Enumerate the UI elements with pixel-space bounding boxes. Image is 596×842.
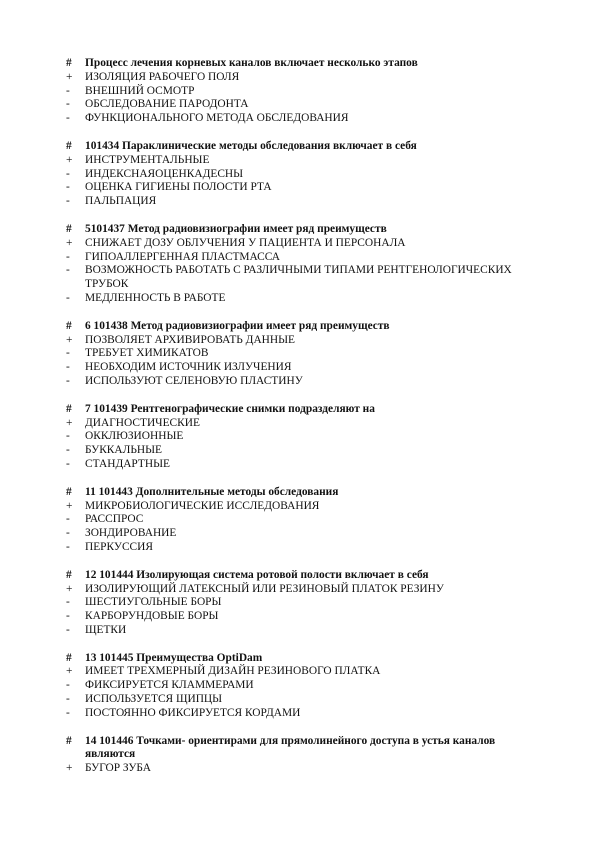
wrong-answer-marker: - (66, 195, 70, 208)
answer-text: ВОЗМОЖНОСТЬ РАБОТАТЬ С РАЗЛИЧНЫМИ ТИПАМИ РЕНТГЕНОЛОГИЧЕСКИХ ТРУБОК (85, 264, 512, 291)
answer-text: ПАЛЬПАЦИЯ (85, 195, 157, 208)
answer-row (66, 112, 536, 126)
answer-row (66, 596, 536, 610)
answer-row (66, 665, 536, 679)
answer-row (66, 500, 536, 514)
question-list (66, 57, 536, 790)
answer-text: ОБСЛЕДОВАНИЕ ПАРОДОНТА (85, 98, 249, 111)
question-marker: # (66, 139, 72, 152)
answer-row (66, 444, 536, 458)
answer-row (66, 513, 536, 527)
answer-row (66, 168, 536, 182)
correct-answer-marker: + (66, 70, 73, 83)
wrong-answer-marker: - (66, 361, 70, 374)
wrong-answer-marker: - (66, 181, 70, 194)
question-text: 11 101443 Дополнительные методы обследования (85, 485, 339, 498)
answer-row (66, 361, 536, 375)
wrong-answer-marker: - (66, 264, 70, 277)
question-row (66, 735, 536, 763)
answer-text: ОККЛЮЗИОННЫЕ (85, 430, 184, 443)
answer-row (66, 707, 536, 721)
wrong-answer-marker: - (66, 540, 70, 553)
answer-text: ПОСТОЯННО ФИКСИРУЕТСЯ КОРДАМИ (85, 706, 301, 719)
answer-row (66, 430, 536, 444)
answer-text: ШЕСТИУГОЛЬНЫЕ БОРЫ (85, 596, 222, 609)
question-marker: # (66, 651, 72, 664)
answer-row (66, 375, 536, 389)
question-block (66, 57, 536, 126)
answer-row (66, 154, 536, 168)
wrong-answer-marker: - (66, 250, 70, 263)
wrong-answer-marker: - (66, 693, 70, 706)
answer-text: ИСПОЛЬЗУЕТСЯ ЩИПЦЫ (85, 693, 223, 706)
wrong-answer-marker: - (66, 527, 70, 540)
answer-text: РАССПРОС (85, 513, 144, 526)
correct-answer-marker: + (66, 762, 73, 775)
answer-row (66, 237, 536, 251)
wrong-answer-marker: - (66, 706, 70, 719)
question-text: 101434 Параклинические методы обследования включает в себя (85, 139, 417, 152)
wrong-answer-marker: - (66, 374, 70, 387)
question-marker: # (66, 57, 72, 69)
answer-text: СТАНДАРТНЫЕ (85, 457, 170, 470)
answer-row (66, 679, 536, 693)
answer-text: ИЗОЛЯЦИЯ РАБОЧЕГО ПОЛЯ (85, 70, 240, 83)
answer-row (66, 334, 536, 348)
answer-row (66, 98, 536, 112)
answer-row (66, 347, 536, 361)
answer-text: БУГОР ЗУБА (85, 762, 152, 775)
answer-row (66, 264, 536, 292)
question-text: Процесс лечения корневых каналов включает несколько этапов (85, 57, 418, 69)
answer-text: ПЕРКУССИЯ (85, 540, 153, 553)
answer-text: ФИКСИРУЕТСЯ КЛАММЕРАМИ (85, 679, 254, 692)
correct-answer-marker: + (66, 665, 73, 678)
answer-row (66, 292, 536, 306)
question-row (66, 569, 536, 583)
question-row (66, 403, 536, 417)
answer-row (66, 693, 536, 707)
answer-row (66, 181, 536, 195)
correct-answer-marker: + (66, 416, 73, 429)
correct-answer-marker: + (66, 499, 73, 512)
answer-text: СНИЖАЕТ ДОЗУ ОБЛУЧЕНИЯ У ПАЦИЕНТА И ПЕРСОНАЛА (85, 236, 406, 249)
question-row (66, 140, 536, 154)
answer-row (66, 583, 536, 597)
answer-text: ИМЕЕТ ТРЕХМЕРНЫЙ ДИЗАЙН РЕЗИНОВОГО ПЛАТКА (85, 665, 381, 678)
question-text: 7 101439 Рентгенографические снимки подразделяют на (85, 402, 375, 415)
answer-row (66, 541, 536, 555)
question-block (66, 652, 536, 721)
answer-row (66, 85, 536, 99)
wrong-answer-marker: - (66, 610, 70, 623)
answer-text: ОЦЕНКА ГИГИЕНЫ ПОЛОСТИ РТА (85, 181, 272, 194)
question-row (66, 486, 536, 500)
wrong-answer-marker: - (66, 679, 70, 692)
answer-text: ДИАГНОСТИЧЕСКИЕ (85, 416, 200, 429)
question-marker: # (66, 568, 72, 581)
question-block (66, 735, 536, 776)
answer-row (66, 624, 536, 638)
question-block (66, 223, 536, 306)
question-marker: # (66, 734, 72, 747)
answer-text: МЕДЛЕННОСТЬ В РАБОТЕ (85, 291, 226, 304)
answer-text: ФУНКЦИОНАЛЬНОГО МЕТОДА ОБСЛЕДОВАНИЯ (85, 112, 349, 125)
question-text: 5101437 Метод радиовизиографии имеет ряд преимуществ (85, 222, 387, 235)
question-row (66, 223, 536, 237)
wrong-answer-marker: - (66, 623, 70, 636)
question-block (66, 486, 536, 555)
answer-text: ЩЕТКИ (85, 623, 127, 636)
answer-text: ИСПОЛЬЗУЮТ СЕЛЕНОВУЮ ПЛАСТИНУ (85, 374, 303, 387)
correct-answer-marker: + (66, 153, 73, 166)
answer-text: ПОЗВОЛЯЕТ АРХИВИРОВАТЬ ДАННЫЕ (85, 333, 296, 346)
answer-text: ИНДЕКСНАЯОЦЕНКАДЕСНЫ (85, 167, 244, 180)
question-text: 12 101444 Изолирующая система ротовой полости включает в себя (85, 568, 429, 581)
answer-text: ИЗОЛИРУЮЩИЙ ЛАТЕКСНЫЙ ИЛИ РЕЗИНОВЫЙ ПЛАТОК РЕЗИНУ (85, 582, 444, 595)
wrong-answer-marker: - (66, 430, 70, 443)
question-row (66, 57, 536, 71)
answer-text: КАРБОРУНДОВЫЕ БОРЫ (85, 610, 219, 623)
wrong-answer-marker: - (66, 513, 70, 526)
question-row (66, 652, 536, 666)
answer-row (66, 195, 536, 209)
question-row (66, 320, 536, 334)
answer-text: ГИПОАЛЛЕРГЕННАЯ ПЛАСТМАССА (85, 250, 280, 263)
answer-text: ТРЕБУЕТ ХИМИКАТОВ (85, 347, 209, 360)
answer-row (66, 527, 536, 541)
wrong-answer-marker: - (66, 112, 70, 125)
question-marker: # (66, 402, 72, 415)
answer-row (66, 610, 536, 624)
wrong-answer-marker: - (66, 457, 70, 470)
question-text: 14 101446 Точками- ориентирами для прямолинейного доступа в устья каналов являются (85, 734, 496, 761)
wrong-answer-marker: - (66, 291, 70, 304)
correct-answer-marker: + (66, 582, 73, 595)
correct-answer-marker: + (66, 333, 73, 346)
correct-answer-marker: + (66, 236, 73, 249)
question-marker: # (66, 319, 72, 332)
answer-text: ИНСТРУМЕНТАЛЬНЫЕ (85, 153, 210, 166)
answer-row (66, 458, 536, 472)
wrong-answer-marker: - (66, 444, 70, 457)
answer-text: НЕОБХОДИМ ИСТОЧНИК ИЗЛУЧЕНИЯ (85, 361, 292, 374)
question-block (66, 569, 536, 638)
wrong-answer-marker: - (66, 167, 70, 180)
answer-row (66, 762, 536, 776)
question-block (66, 403, 536, 472)
answer-row (66, 251, 536, 265)
wrong-answer-marker: - (66, 596, 70, 609)
question-marker: # (66, 485, 72, 498)
answer-text: ВНЕШНИЙ ОСМОТР (85, 84, 195, 97)
question-block (66, 320, 536, 389)
answer-row (66, 71, 536, 85)
wrong-answer-marker: - (66, 98, 70, 111)
answer-text: ЗОНДИРОВАНИЕ (85, 527, 177, 540)
question-text: 6 101438 Метод радиовизиографии имеет ряд преимуществ (85, 319, 390, 332)
wrong-answer-marker: - (66, 347, 70, 360)
question-text: 13 101445 Преимущества OptiDam (85, 651, 263, 664)
question-marker: # (66, 222, 72, 235)
question-block (66, 140, 536, 209)
answer-text: БУККАЛЬНЫЕ (85, 444, 163, 457)
answer-text: МИКРОБИОЛОГИЧЕСКИЕ ИССЛЕДОВАНИЯ (85, 499, 320, 512)
wrong-answer-marker: - (66, 84, 70, 97)
answer-row (66, 417, 536, 431)
